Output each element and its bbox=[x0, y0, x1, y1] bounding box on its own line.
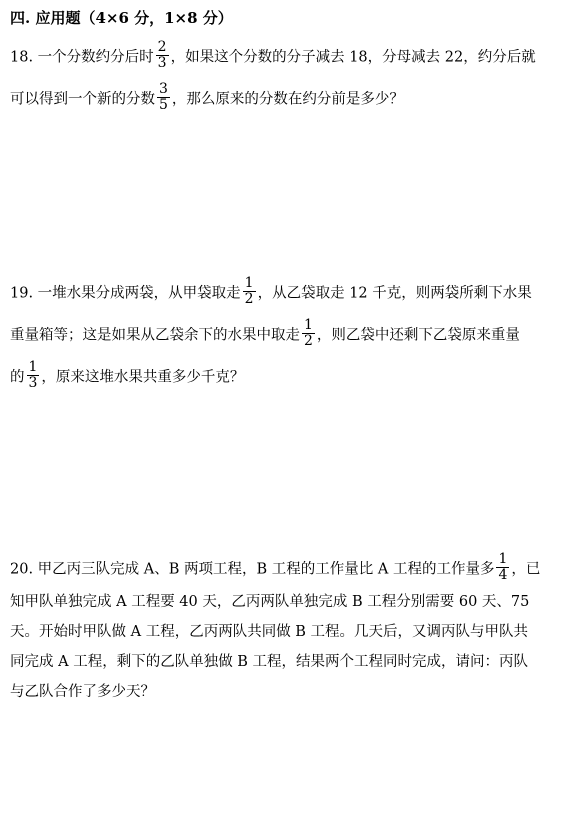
question-19-text-1b: ，从乙袋取走 12 千克，则两袋所剩下水果 bbox=[257, 285, 532, 302]
fraction-3-5 bbox=[157, 82, 170, 113]
question-20-line-2: 知甲队单独完成 A 工程要 40 天，乙丙两队单独完成 B 工程分别需要 60 天、75 bbox=[10, 594, 530, 610]
question-19-line-3 bbox=[10, 359, 245, 393]
question-19-text-2a: 重量箱等；这是如果从乙袋余下的水果中取走 bbox=[10, 327, 300, 344]
question-20-line-5: 与乙队合作了多少天？ bbox=[10, 684, 155, 700]
fraction-2-3 bbox=[156, 40, 169, 71]
question-19-text-3b: ，原来这堆水果共重多少千克？ bbox=[41, 369, 245, 386]
fraction-denominator: 3 bbox=[28, 375, 38, 391]
fraction-1-4 bbox=[496, 552, 509, 583]
fraction-1-2 bbox=[302, 318, 315, 349]
fraction-denominator: 5 bbox=[159, 97, 168, 113]
question-20-text-1b: ，已 bbox=[511, 561, 541, 578]
fraction-numerator: 1 bbox=[28, 359, 38, 375]
question-19-line-2 bbox=[10, 317, 520, 351]
question-18-text-1a: 18. 一个分数约分后时 bbox=[10, 49, 154, 66]
question-18-line-2 bbox=[10, 81, 404, 115]
fraction-numerator: 2 bbox=[157, 39, 167, 55]
question-19-text-3a: 的 bbox=[10, 369, 25, 386]
question-19-text-2b: ，则乙袋中还剩下乙袋原来重量 bbox=[316, 327, 520, 344]
question-20-line-3: 天。开始时甲队做 A 工程，乙丙两队共同做 B 工程。几天后，又调丙队与甲队共 bbox=[10, 624, 529, 640]
fraction-denominator: 2 bbox=[304, 333, 313, 349]
fraction-numerator: 1 bbox=[244, 275, 254, 291]
fraction-denominator: 2 bbox=[244, 291, 254, 307]
fraction-numerator: 3 bbox=[159, 81, 168, 97]
question-19-text-1a: 19. 一堆水果分成两袋，从甲袋取走 bbox=[10, 285, 241, 302]
question-18-text-2b: ，那么原来的分数在约分前是多少？ bbox=[171, 91, 404, 108]
question-20-text-1a: 20. 甲乙丙三队完成 A、B 两项工程，B 工程的工作量比 A 工程的工作量多 bbox=[10, 561, 495, 578]
fraction-numerator: 1 bbox=[304, 317, 313, 333]
question-18-line-1 bbox=[10, 39, 536, 73]
section-title: 四. 应用题（4×6 分，1×8 分） bbox=[10, 9, 233, 27]
question-19-line-1 bbox=[10, 275, 532, 309]
question-20-line-4: 同完成 A 工程，剩下的乙队单独做 B 工程，结果两个工程同时完成，请问：丙队 bbox=[10, 654, 529, 670]
question-20-line-1 bbox=[10, 551, 541, 585]
question-18-text-1b: ，如果这个分数的分子减去 18，分母减去 22，约分后就 bbox=[170, 49, 536, 66]
fraction-1-2 bbox=[243, 276, 256, 307]
fraction-denominator: 4 bbox=[498, 567, 508, 583]
fraction-denominator: 3 bbox=[157, 55, 167, 71]
question-18-text-2a: 可以得到一个新的分数 bbox=[10, 91, 155, 108]
fraction-numerator: 1 bbox=[498, 551, 508, 567]
fraction-1-3 bbox=[27, 360, 40, 391]
